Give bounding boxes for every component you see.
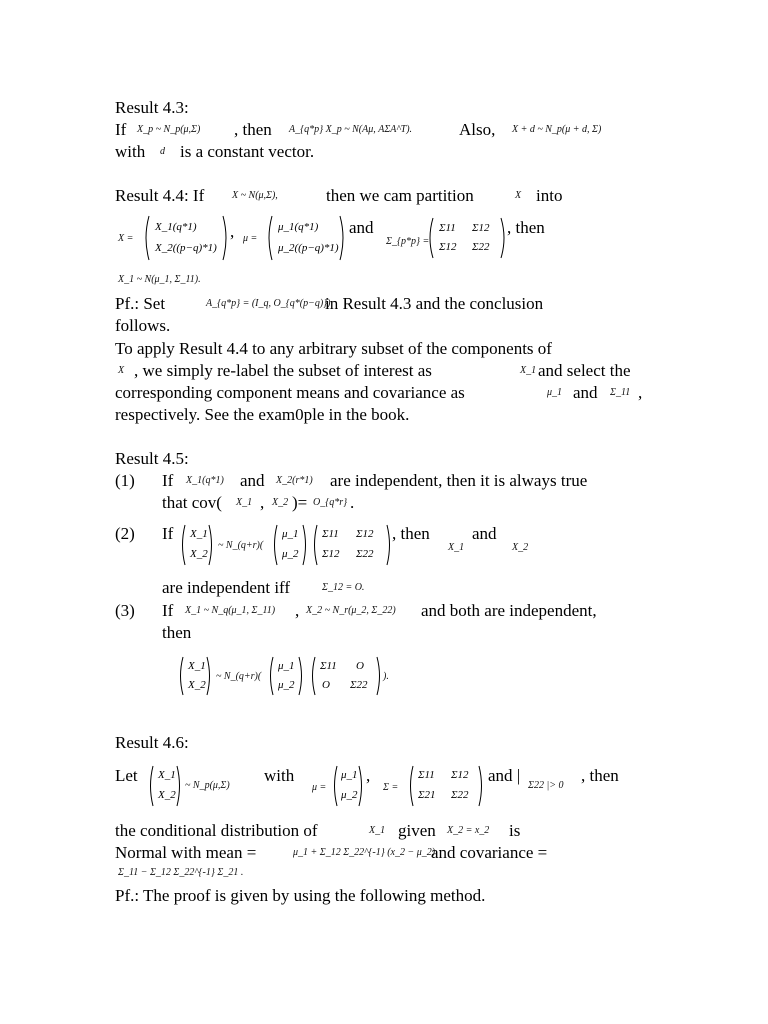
- r45-i1-x2: X_2: [272, 497, 289, 508]
- r45-i3-if: If: [162, 601, 174, 620]
- r45-i1-that: that cov(: [162, 493, 222, 512]
- r45-i2-and: and: [472, 524, 497, 543]
- apply-mu1: μ_1: [547, 387, 563, 398]
- r44-into: into: [536, 186, 563, 205]
- r43-d: d: [160, 146, 165, 157]
- r45-i3-comma: ,: [295, 601, 300, 620]
- r43-math2: A_{q*p} X_p ~ N(Aμ, AΣA^T).: [289, 124, 413, 135]
- result-4-3-title: Result 4.3:: [115, 98, 189, 117]
- apply-line1: To apply Result 4.4 to any arbitrary subset of the components of: [115, 339, 552, 358]
- r45-i2-m1: X_1: [448, 542, 465, 553]
- r46-mean: μ_1 + Σ_12 Σ_22^{-1} (x_2 − μ_2): [293, 847, 436, 858]
- apply-comma: ,: [638, 383, 643, 402]
- apply-sig11: Σ_11: [610, 387, 631, 398]
- r45-i2-x-vector: X_1 X_2: [180, 523, 214, 567]
- r45-i1-x1: X_1: [236, 497, 253, 508]
- apply-line3: corresponding component means and covariance as: [115, 383, 465, 402]
- r46-x-vector: X_1 X_2: [148, 764, 182, 808]
- r44-x-vector: X_1(q*1) X_2((p−q)*1): [143, 214, 229, 262]
- r45-i3-then: then: [162, 623, 192, 642]
- r45-i2-dist: ~ N_(q+r)(: [218, 540, 264, 551]
- r43-with: with: [115, 142, 146, 161]
- r46-sigma-matrix: Σ11 Σ12 Σ21 Σ22: [408, 764, 484, 808]
- r45-i2-sigma-matrix: Σ11 Σ12 Σ12 Σ22: [312, 523, 392, 567]
- r45-i3-mu-vector: μ_1 μ_2: [268, 655, 304, 697]
- r45-i1-m1: X_1(q*1): [186, 475, 224, 486]
- r44-mu-lhs: μ =: [243, 233, 258, 244]
- r46-mu-lhs: μ =: [312, 782, 327, 793]
- r45-n2: (2): [115, 524, 135, 543]
- r45-i1-eq: )=: [292, 493, 308, 512]
- r46-mu-vector: μ_1 μ_2: [332, 764, 364, 808]
- r45-n1: (1): [115, 471, 135, 490]
- r46-det: Σ22 |> 0: [528, 780, 564, 791]
- r43-if: If: [115, 120, 127, 139]
- r45-i3-x-vector: X_1 X_2: [178, 655, 212, 697]
- result-4-5-title: Result 4.5:: [115, 449, 189, 468]
- r45-i1-rest: are independent, then it is always true: [330, 471, 588, 490]
- r45-i3-m2: X_2 ~ N_r(μ_2, Σ_22): [306, 605, 396, 616]
- r43-rest: is a constant vector.: [180, 142, 315, 161]
- r46-cov-label: and covariance =: [431, 843, 548, 862]
- r45-i1-dot: .: [350, 493, 355, 512]
- apply-and: and: [573, 383, 598, 402]
- pf44-start: Pf.: Set: [115, 294, 166, 313]
- r46-with: with: [264, 766, 295, 785]
- r44-comma: ,: [230, 222, 235, 241]
- r45-i1-and: and: [240, 471, 265, 490]
- r44-x-lhs: X =: [118, 233, 134, 244]
- r45-i2-if: If: [162, 524, 174, 543]
- r45-i2-cond: Σ_12 = O.: [322, 582, 365, 593]
- r45-i2-mu-vector: μ_1 μ_2: [272, 523, 308, 567]
- r46-cond-label: the conditional distribution of: [115, 821, 318, 840]
- r46-let: Let: [115, 766, 138, 785]
- r44-x: X: [515, 190, 522, 201]
- r46-covval: Σ_11 − Σ_12 Σ_22^{-1} Σ_21 .: [118, 867, 244, 878]
- apply-x1: X_1: [520, 365, 537, 376]
- r44-mid: then we cam partition: [326, 186, 474, 205]
- r44-and: and: [349, 218, 374, 237]
- r44-conclusion: X_1 ~ N(μ_1, Σ_11).: [118, 274, 201, 285]
- result-4-6-title: Result 4.6:: [115, 733, 189, 752]
- r46-cond-given: given: [398, 821, 436, 840]
- r44-sigma-matrix: Σ11 Σ12 Σ12 Σ22: [427, 216, 507, 260]
- r45-i1-o: O_{q*r}: [313, 497, 348, 508]
- pf44-math: A_{q*p} = (I_q, O_{q*(p−q)}): [206, 298, 331, 309]
- r45-i3-end: ).: [383, 671, 389, 682]
- r46-cond-x1: X_1: [369, 825, 386, 836]
- apply-line4: respectively. See the exam0ple in the book.: [115, 405, 410, 424]
- r46-then: , then: [581, 766, 619, 785]
- r43-math1: X_p ~ N_p(μ,Σ): [137, 124, 201, 135]
- r43-also: Also,: [459, 120, 496, 139]
- r45-i1-m2: X_2(r*1): [276, 475, 313, 486]
- apply-x: X: [118, 365, 125, 376]
- r44-sig-lhs: Σ_{p*p} =: [386, 236, 430, 247]
- r46-proof: Pf.: The proof is given by using the following method.: [115, 886, 486, 905]
- r45-i3-rest: and both are independent,: [421, 601, 597, 620]
- r44-mu-vector: μ_1(q*1) μ_2((p−q)*1): [266, 214, 346, 262]
- r46-and: and |: [488, 766, 521, 785]
- r46-sig-lhs: Σ =: [383, 782, 399, 793]
- r45-i1-comma: ,: [260, 493, 265, 512]
- r45-i2-m2: X_2: [512, 542, 529, 553]
- r44-then: , then: [507, 218, 545, 237]
- r46-cond-is: is: [509, 821, 521, 840]
- r45-i3-dist: ~ N_(q+r)(: [216, 671, 262, 682]
- r43-math3: X + d ~ N_p(μ + d, Σ): [512, 124, 602, 135]
- r46-dist: ~ N_p(μ,Σ): [185, 780, 230, 791]
- r45-i1-if: If: [162, 471, 174, 490]
- r46-comma: ,: [366, 766, 371, 785]
- r43-then: , then: [234, 120, 272, 139]
- pf44-rest: in Result 4.3 and the conclusion: [325, 294, 544, 313]
- r45-i3-sigma-matrix: Σ11 O O Σ22: [310, 655, 382, 697]
- apply-line2: , we simply re-label the subset of interest as: [134, 361, 432, 380]
- r46-cond-x2: X_2 = x_2: [447, 825, 490, 836]
- r44-math1: X ~ N(μ,Σ),: [232, 190, 278, 201]
- result-4-4-title: Result 4.4: If: [115, 186, 205, 205]
- r45-i2-ind: are independent iff: [162, 578, 291, 597]
- r46-normal: Normal with mean =: [115, 843, 257, 862]
- r45-i3-m1: X_1 ~ N_q(μ_1, Σ_11): [185, 605, 276, 616]
- r45-i2-then: , then: [392, 524, 430, 543]
- r45-n3: (3): [115, 601, 135, 620]
- pf44-follows: follows.: [115, 316, 171, 335]
- apply-line2-end: and select the: [538, 361, 631, 380]
